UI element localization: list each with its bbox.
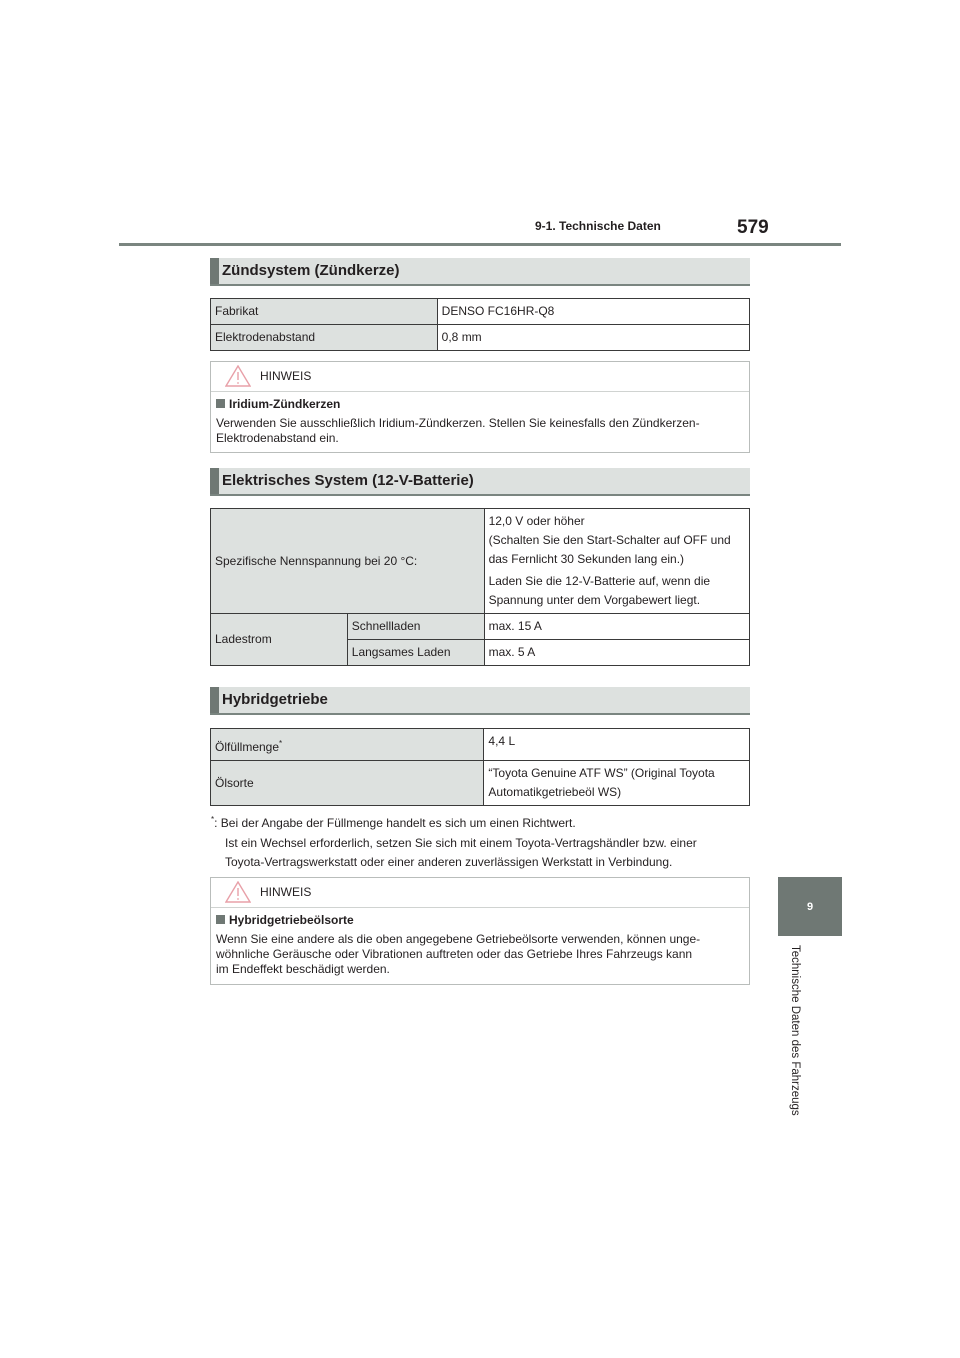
cell-label: Spezifische Nennspannung bei 20 °C: — [211, 509, 485, 614]
value-line: das Fernlicht 30 Sekunden lang ein.) — [488, 552, 685, 566]
cell-value — [484, 509, 749, 614]
label-text: Ölfüllmenge — [215, 740, 280, 754]
square-bullet-icon — [216, 399, 225, 408]
value-line: Automatikgetriebeöl WS) — [488, 785, 622, 799]
section-heading-electrical — [210, 468, 750, 496]
cell-value: 4,4 L — [484, 729, 750, 761]
note-subtitle-text: Iridium-Zündkerzen — [229, 397, 341, 411]
value-line: 12,0 V oder höher — [488, 514, 585, 528]
value-line: (Schalten Sie den Start-Schalter auf OFF und — [488, 533, 731, 547]
cell-mode: Langsames Laden — [347, 640, 484, 666]
square-bullet-icon — [216, 915, 225, 924]
footnote-text: Ist ein Wechsel erforderlich, setzen Sie sich mit einem Toyota-Vertragshändler bzw. einer — [225, 835, 697, 850]
cell-label — [211, 729, 484, 761]
note-text: wöhnliche Geräusche oder Vibrationen auftreten oder das Getriebe Ihres Fahrzeugs kann — [216, 947, 693, 961]
warning-triangle-icon — [225, 365, 251, 387]
note-title: HINWEIS — [260, 885, 312, 899]
cell-label: Elektrodenabstand — [211, 325, 438, 351]
heading-bar — [210, 258, 219, 284]
footnote-mark: * — [211, 815, 215, 824]
heading-text: Hybridgetriebe — [222, 691, 328, 708]
value-line: Laden Sie die 12-V-Batterie auf, wenn die — [488, 574, 711, 588]
chapter-tab[interactable] — [778, 877, 842, 936]
table-row — [211, 299, 750, 325]
ignition-table — [210, 298, 750, 351]
section-heading-ignition — [210, 258, 750, 286]
hybrid-table — [210, 728, 750, 806]
chapter-number: 9 — [806, 900, 814, 913]
page-number: 579 — [737, 217, 769, 238]
footnote-line — [211, 810, 751, 834]
heading-bar — [210, 687, 219, 713]
note-subtitle — [216, 397, 744, 412]
table-row — [211, 761, 750, 806]
heading-bar — [210, 468, 219, 494]
value-line: “Toyota Genuine ATF WS” (Original Toyota — [488, 766, 715, 780]
chapter-label-wrap — [775, 945, 815, 1120]
cell-value: max. 15 A — [484, 614, 749, 640]
note-header — [211, 878, 749, 908]
cell-mode: Schnellladen — [347, 614, 484, 640]
note-box-iridium — [210, 361, 750, 453]
table-row — [211, 509, 750, 614]
note-text: Wenn Sie eine andere als die oben angegebene Getriebeölsorte verwenden, können unge- — [216, 932, 701, 946]
section-title: 9-1. Technische Daten — [535, 219, 661, 233]
note-body — [211, 392, 749, 453]
note-header — [211, 362, 749, 392]
cell-label: Ladestrom — [211, 614, 348, 666]
note-title: HINWEIS — [260, 369, 312, 383]
chapter-label: Technische Daten des Fahrzeugs — [789, 945, 801, 1116]
note-body — [211, 908, 749, 984]
cell-label: Ölsorte — [211, 761, 484, 806]
table-row — [211, 325, 750, 351]
cell-label: Fabrikat — [211, 299, 438, 325]
cell-value: max. 5 A — [484, 640, 749, 666]
electrical-table — [210, 508, 750, 666]
warning-triangle-icon — [225, 881, 251, 903]
note-box-transmission-oil — [210, 877, 750, 985]
footnote — [211, 810, 751, 873]
footnote-text: Toyota-Vertragswerkstatt oder einer anderen zuverlässigen Werkstatt in Verbindung. — [225, 855, 673, 869]
note-subtitle-text: Hybridgetriebeölsorte — [229, 913, 354, 927]
value-line: Spannung unter dem Vorgabewert liegt. — [488, 593, 701, 607]
note-text: im Endeffekt beschädigt werden. — [216, 962, 390, 976]
heading-text: Elektrisches System (12-V-Batterie) — [222, 472, 474, 489]
section-heading-hybrid — [210, 687, 750, 715]
footnote-text: : Bei der Angabe der Füllmenge handelt es sich um einen Richtwert. — [214, 816, 576, 830]
cell-value: 0,8 mm — [437, 325, 749, 351]
header-divider — [119, 243, 841, 246]
cell-value: DENSO FC16HR-Q8 — [437, 299, 749, 325]
note-subtitle — [216, 913, 744, 928]
footnote-mark: * — [279, 739, 283, 748]
heading-text: Zündsystem (Zündkerze) — [222, 262, 400, 279]
note-text: Verwenden Sie ausschließlich Iridium-Zündkerzen. Stellen Sie keinesfalls den Zündkerzen-Elektrodenabstand ein. — [216, 416, 700, 445]
table-row — [211, 614, 750, 640]
cell-value — [484, 761, 750, 806]
table-row — [211, 729, 750, 761]
